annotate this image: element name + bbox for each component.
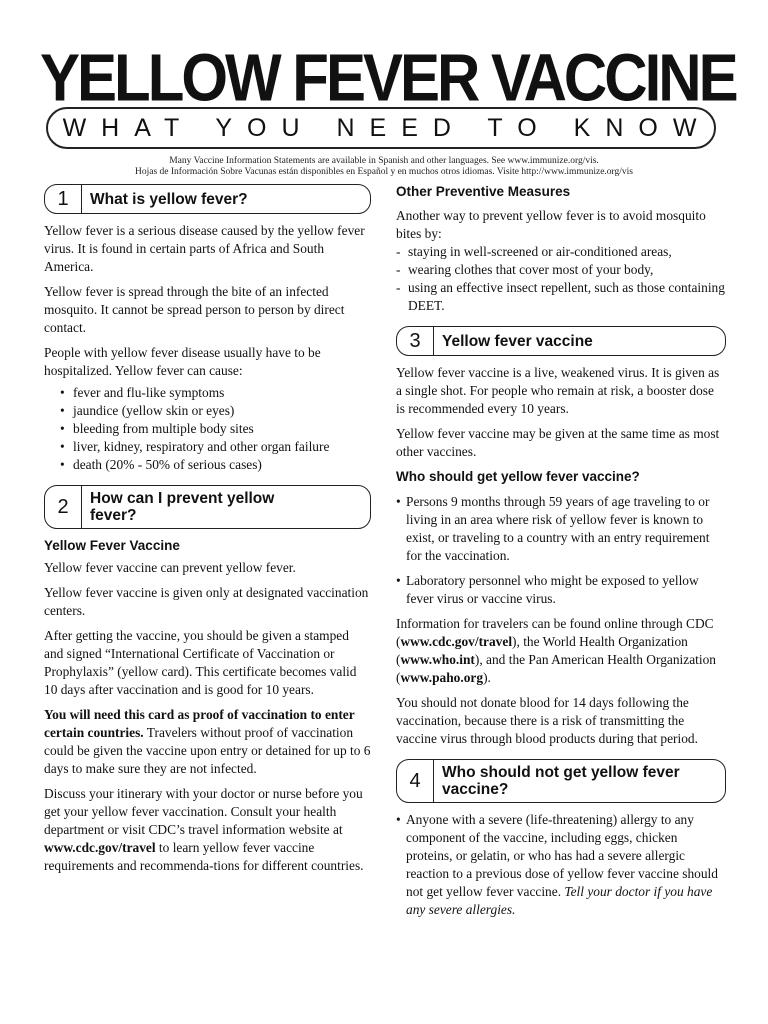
section-title: Who should not get yellow fever vaccine? <box>442 764 680 798</box>
language-note-spanish: Hojas de Información Sobre Vacunas están disponibles en Español y en muchos otros idiomas. Visite http://www.immunize.org/vis <box>134 167 634 177</box>
cdc-travel-link[interactable]: www.cdc.gov/travel <box>400 634 513 649</box>
text: ), the World Health Organization ( <box>396 634 688 667</box>
paragraph: People with yellow fever disease usually have to be hospitalized. Yellow fever can cause: <box>44 345 321 378</box>
list-item: • death (20% - 50% of serious cases) <box>44 456 371 474</box>
cdc-travel-link[interactable]: www.cdc.gov/travel <box>44 840 156 855</box>
list-item: • Laboratory personnel who might be exposed to yellow fever virus or vaccine virus. <box>396 572 726 608</box>
section-number: 3 <box>397 327 434 355</box>
text: ), and the Pan American Health Organization ( <box>396 652 716 685</box>
list-item: • bleeding from multiple body sites <box>44 420 371 438</box>
paragraph: Yellow fever is spread through the bite of an infected mosquito. It cannot be spread person to person by direct contact. <box>44 284 345 335</box>
section-3-header <box>396 326 726 356</box>
section-number: 4 <box>397 760 434 802</box>
who-should-get-list <box>396 493 726 608</box>
list-item: • fever and flu-like symptoms <box>44 384 371 402</box>
section-4-header <box>396 759 726 803</box>
list-item: • jaundice (yellow skin or eyes) <box>44 402 371 420</box>
bold-text: You will need this card as proof of vaccination to enter certain countries. <box>44 707 355 740</box>
section-1-header <box>44 184 371 214</box>
text: Information for travelers can be found online through CDC ( <box>396 616 714 649</box>
paragraph: Yellow fever vaccine may be given at the same time as most other vaccines. <box>396 426 720 459</box>
paragraph: You should not donate blood for 14 days following the vaccination, because there is a risk of transmitting the vaccine virus through blood products during that period. <box>396 695 698 746</box>
list-item <box>396 811 726 919</box>
language-note-english: Many Vaccine Information Statements are available in Spanish and other languages. See www.immunize.org/vis. <box>169 156 599 166</box>
section-number: 1 <box>45 185 82 213</box>
section-number: 2 <box>45 486 82 528</box>
text: to learn yellow fever vaccine requirements and recommenda-tions for different countries. <box>44 840 364 873</box>
paho-link[interactable]: www.paho.org <box>400 670 484 685</box>
section-title: Yellow fever vaccine <box>442 332 593 350</box>
paragraph: Yellow fever vaccine can prevent yellow fever. <box>44 560 296 575</box>
text: Anyone with a severe (life-threatening) allergy to any component of the vaccine, including eggs, chicken proteins, or gelatin, or who has had a severe allergic reaction to a previous dose of yellow fever vaccine should not get yellow fever vaccine. <box>406 812 718 899</box>
list-item: • Persons 9 months through 59 years of age traveling to or living in an area where risk of yellow fever is known to exist, or traveling to a country with an entry requirement for the vaccination. <box>396 493 726 565</box>
who-should-not-get-list <box>396 811 726 919</box>
right-column <box>396 183 726 926</box>
page-title: YELLOW FEVER VACCINE <box>40 40 736 116</box>
paragraph: After getting the vaccine, you should be given a stamped and signed “International Certificate of Vaccination or Prophylaxis” (yellow card). This certificate becomes valid 10 days after vaccination and is good for 10 years. <box>44 628 357 697</box>
section-2-header <box>44 485 371 529</box>
prevention-list <box>396 243 726 315</box>
paragraph <box>396 615 726 687</box>
text: Discuss your itinerary with your doctor or nurse before you get your yellow fever vaccination. Consult your health department or visit CDC’s travel information website at <box>44 786 363 837</box>
subheading: Who should get yellow fever vaccine? <box>396 469 640 484</box>
list-item: - using an effective insect repellent, such as those containing DEET. <box>396 279 726 315</box>
subheading: Yellow Fever Vaccine <box>44 538 180 553</box>
list-item: - wearing clothes that cover most of your body, <box>396 261 726 279</box>
paragraph <box>44 785 371 875</box>
left-column <box>44 184 371 882</box>
text: Travelers without proof of vaccination could be given the vaccine upon entry or detained for up to 6 days to make sure they are not infected. <box>44 725 371 776</box>
paragraph: Yellow fever vaccine is given only at designated vaccination centers. <box>44 585 369 618</box>
list-item: - staying in well-screened or air-conditioned areas, <box>396 243 726 261</box>
paragraph: Yellow fever vaccine is a live, weakened virus. It is given as a single shot. For people who remain at risk, a booster dose is recommended every 10 years. <box>396 365 720 416</box>
language-note <box>100 156 668 178</box>
section-title: How can I prevent yellow fever? <box>90 490 275 524</box>
paragraph: Another way to prevent yellow fever is to avoid mosquito bites by: <box>396 208 706 241</box>
who-link[interactable]: www.who.int <box>400 652 475 667</box>
symptom-list <box>44 384 371 474</box>
paragraph: Yellow fever is a serious disease caused by the yellow fever virus. It is found in certain parts of Africa and South America. <box>44 223 365 274</box>
italic-text: Tell your doctor if you have any severe allergies. <box>406 884 713 917</box>
list-item: • liver, kidney, respiratory and other organ failure <box>44 438 371 456</box>
text: ). <box>483 670 491 685</box>
page-subtitle: WHAT YOU NEED TO KNOW <box>46 107 716 149</box>
paragraph <box>44 706 371 778</box>
section-title: What is yellow fever? <box>90 190 248 208</box>
subheading: Other Preventive Measures <box>396 184 571 199</box>
